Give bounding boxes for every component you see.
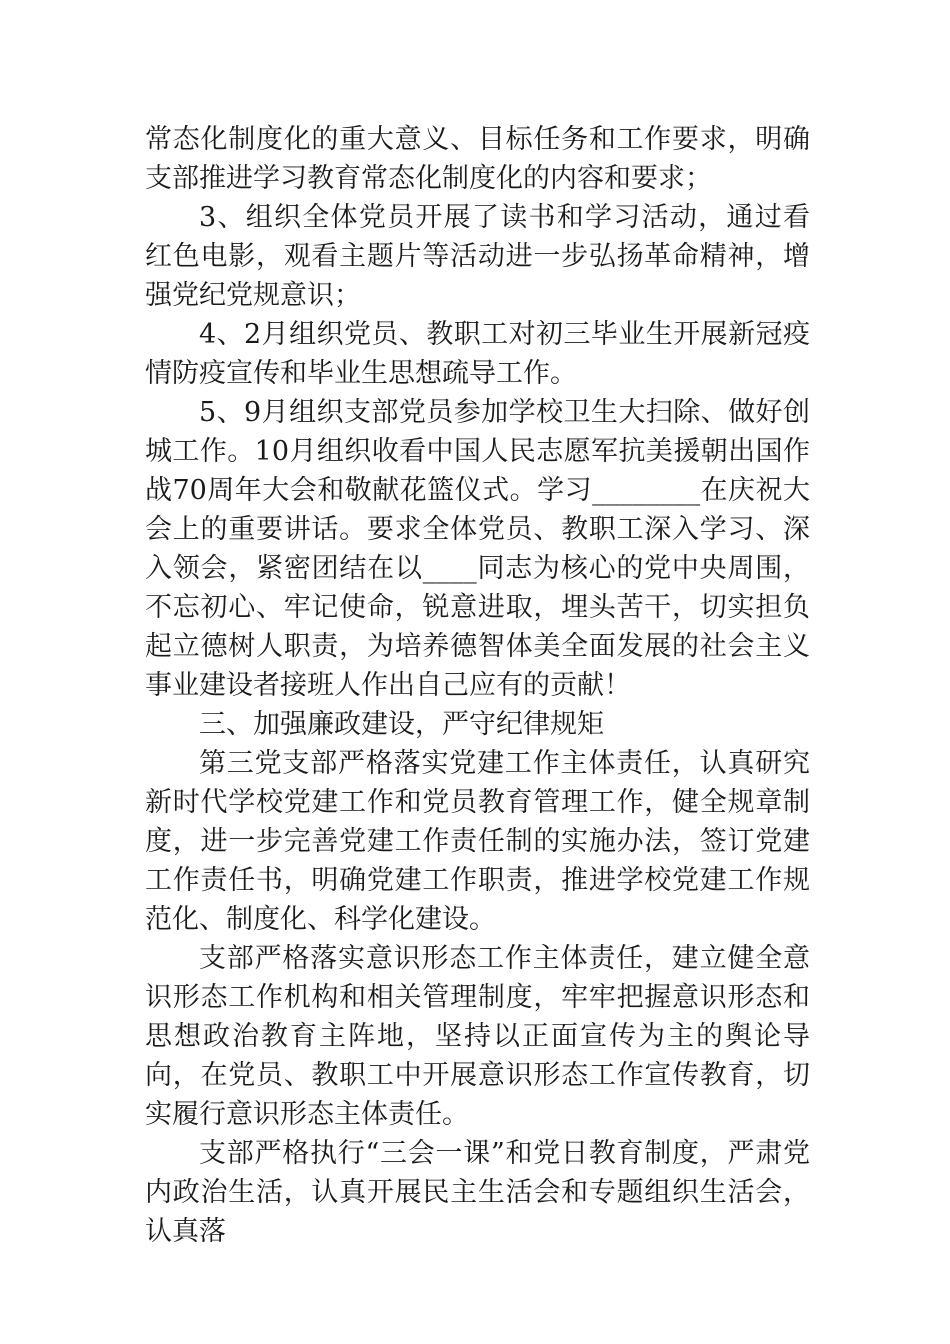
paragraph: 支部严格落实意识形态工作主体责任，建立健全意识形态工作机构和相关管理制度，牢牢把握意识形态和思想政治教育主阵地，坚持以正面宣传为主的舆论导向，在党员、教职工中开展意识形态工作宣传教育，切实履行意识形态主体责任。: [145, 943, 810, 1130]
paragraph: 第三党支部严格落实党建工作主体责任，认真研究新时代学校党建工作和党员教育管理工作，健全规章制度，进一步完善党建工作责任制的实施办法，签订党建工作责任书，明确党建工作职责，推进学校党建工作规范化、制度化、科学化建设。: [145, 748, 810, 935]
document-body: [145, 120, 810, 1251]
section-heading: 三、加强廉政建设，严守纪律规矩: [199, 709, 604, 740]
paragraph: 5、9月组织支部党员参加学校卫生大扫除、做好创城工作。10月组织收看中国人民志愿军抗美援朝出国作战70周年大会和敬献花篮仪式。学习________在庆祝大会上的重要讲话。要求全体党员、教职工深入学习、深入领会，紧密团结在以____同志为核心的党中央周围，不忘初心、牢记使命，锐意进取，埋头苦干，切实担负起立德树人职责，为培养德智体美全面发展的社会主义事业建设者接班人作出自己应有的贡献！: [145, 397, 810, 701]
paragraph: 4、2月组织党员、教职工对初三毕业生开展新冠疫情防疫宣传和毕业生思想疏导工作。: [145, 319, 810, 389]
paragraph: 3、组织全体党员开展了读书和学习活动，通过看红色电影，观看主题片等活动进一步弘扬革命精神，增强党纪党规意识；: [145, 202, 810, 311]
paragraph: 支部严格执行“三会一课”和党日教育制度，严肃党内政治生活，认真开展民主生活会和专题组织生活会，认真落: [145, 1138, 810, 1247]
paragraph: 常态化制度化的重大意义、目标任务和工作要求，明确支部推进学习教育常态化制度化的内容和要求；: [145, 124, 810, 194]
